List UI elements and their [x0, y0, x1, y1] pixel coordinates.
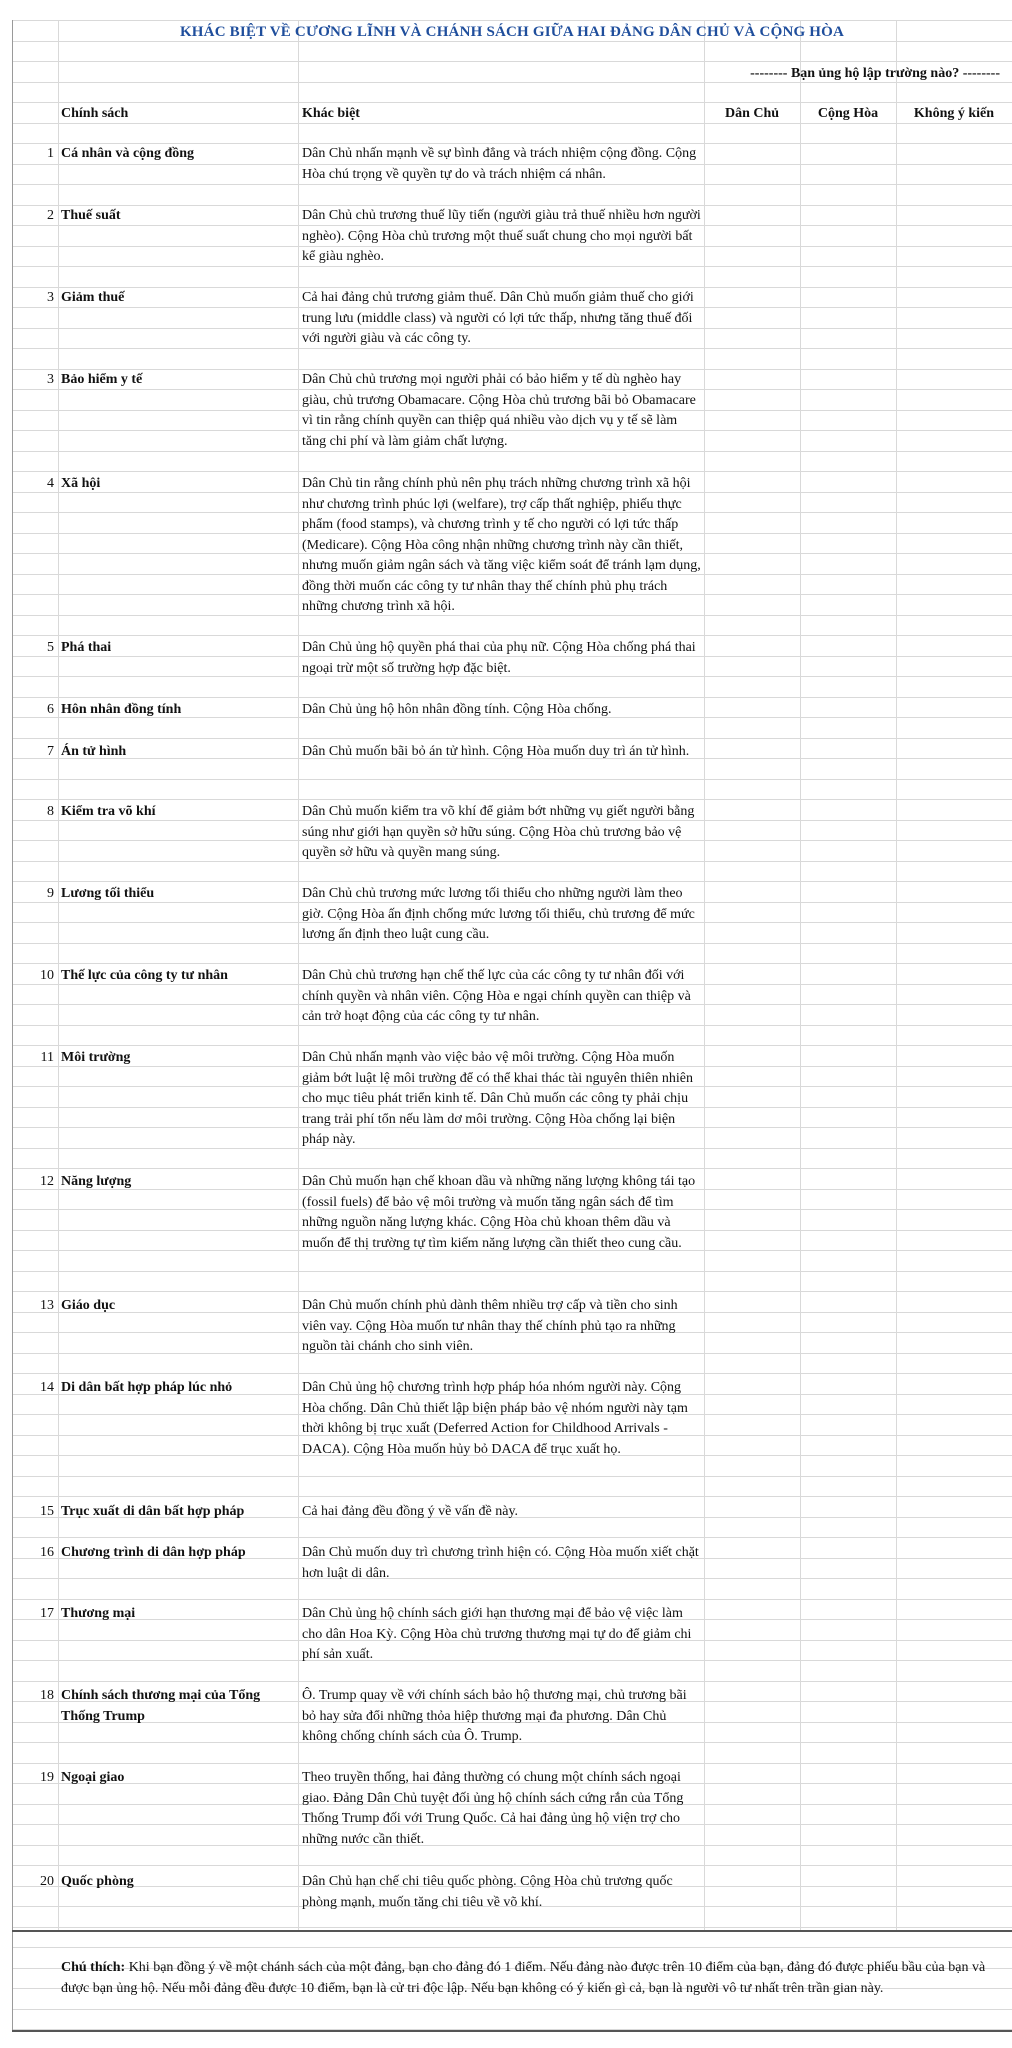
policy-difference: Dân Chủ nhấn mạnh về sự bình đẳng và trách nhiệm cộng đồng. Cộng Hòa chú trọng về quyền tự do và trách nhiệm cá nhân.: [302, 146, 697, 182]
grid-row-line: [12, 1537, 1012, 1538]
policy-difference: Dân Chủ hạn chế chi tiêu quốc phòng. Cộng Hòa chủ trương quốc phòng mạnh, muốn tăng chi tiêu về võ khí.: [302, 1874, 673, 1910]
grid-row-line: [12, 1373, 1012, 1374]
grid-row-line: [12, 1865, 1012, 1866]
row-number: 15: [40, 1504, 54, 1519]
grid-row-line: [12, 697, 1012, 698]
grid-row-line: [12, 1681, 1012, 1682]
row-number: 17: [40, 1606, 54, 1621]
row-number: 18: [40, 1688, 54, 1703]
grid-row-line: [12, 1168, 1012, 1169]
policy-difference: Dân Chủ chủ trương mức lương tối thiểu cho những người làm theo giờ. Cộng Hòa ấn định chống mức lương tối thiểu, chủ trương để mức lương ấn định theo luật cung cầu.: [302, 886, 695, 942]
row-number: 4: [47, 476, 54, 491]
row-number: 2: [47, 208, 54, 223]
grid-row-line: [12, 881, 1012, 882]
policy-name: Môi trường: [61, 1050, 131, 1065]
header-policy: Chính sách: [61, 106, 129, 121]
policy-difference: Dân Chủ muốn chính phủ dành thêm nhiều trợ cấp và tiền cho sinh viên vay. Cộng Hòa muốn tư nhân thay thế chính phủ tạo ra những nguồn tài chánh cho sinh viên.: [302, 1298, 678, 1354]
policy-name: Hôn nhân đồng tính: [61, 702, 182, 717]
policy-difference: Dân Chủ muốn bãi bỏ án tử hình. Cộng Hòa muốn duy trì án tử hình.: [302, 744, 690, 759]
grid-column-line: [896, 20, 897, 1930]
row-number: 14: [40, 1380, 54, 1395]
row-number: 13: [40, 1298, 54, 1313]
grid-row-line: [12, 102, 1012, 103]
header-difference: Khác biệt: [302, 106, 360, 121]
policy-name: Bảo hiểm y tế: [61, 372, 143, 387]
policy-name: Di dân bất hợp pháp lúc nhỏ: [61, 1380, 233, 1395]
policy-name: Trục xuất di dân bất hợp pháp: [61, 1504, 245, 1519]
policy-name: Thương mại: [61, 1606, 136, 1621]
footnote: [61, 1958, 991, 1999]
grid-row-line: [12, 635, 1012, 636]
policy-name: Lương tối thiểu: [61, 886, 155, 901]
policy-difference: Dân Chủ muốn hạn chế khoan dầu và những năng lượng không tái tạo (fossil fuels) để bảo vệ môi trường và muốn tăng ngân sách để tìm những nguồn năng lượng khác. Cộng Hòa chủ khoan thêm dầu và muốn để thị trường tự tìm kiếm năng lượng cần thiết theo cung cầu.: [302, 1174, 696, 1251]
row-number: 7: [47, 744, 54, 759]
policy-difference: Dân Chủ chủ trương mọi người phải có bảo hiểm y tế dù nghèo hay giàu, chủ trương Obamacare. Cộng Hòa chủ trương bãi bỏ Obamacare vì tin rằng chính quyền can thiệp quá nhiều vào dịch vụ y tế sẽ làm tăng chi phí và làm giảm chất lượng.: [302, 372, 696, 449]
grid-column-line: [58, 20, 59, 1930]
row-number: 3: [47, 290, 54, 305]
grid-row-line: [12, 2009, 1012, 2010]
grid-row-line: [12, 738, 1012, 739]
grid-row-line: [12, 1045, 1012, 1046]
grid-row-line: [12, 1599, 1012, 1600]
row-number: 20: [40, 1874, 54, 1889]
policy-name: Thế lực của công ty tư nhân: [61, 968, 228, 983]
grid-row-line: [12, 61, 1012, 62]
policy-name: Giáo dục: [61, 1298, 116, 1313]
policy-difference: Ô. Trump quay về với chính sách bảo hộ thương mại, chủ trương bãi bỏ hay sửa đổi những thỏa hiệp thương mại đa phương. Dân Chủ không chống chính sách của Ô. Trump.: [302, 1688, 687, 1744]
grid-column-line: [298, 20, 299, 1930]
policy-difference: Theo truyền thống, hai đảng thường có chung một chính sách ngoại giao. Đảng Dân Chủ tuyệt đối ủng hộ chính sách cứng rắn của Tổng Thống Trump đối với Trung Quốc. Cả hai đảng ủng hộ viện trợ cho những nước cần thiết.: [302, 1770, 684, 1847]
policy-name: Cá nhân và cộng đồng: [61, 146, 195, 161]
grid-row-line: [12, 963, 1012, 964]
policy-difference: Cả hai đảng chủ trương giảm thuế. Dân Chủ muốn giảm thuế cho giới trung lưu (middle class) và người có lợi tức thấp, nhưng tăng thuế đối với người giàu và các công ty.: [302, 290, 694, 346]
row-number: 12: [40, 1174, 54, 1189]
grid-row-line: [12, 779, 1012, 780]
policy-name: Phá thai: [61, 640, 112, 655]
grid-row-line: [12, 799, 1012, 800]
grid-column-line: [800, 20, 801, 1930]
grid-row-line: [12, 1271, 1012, 1272]
grid-row-line: [12, 1763, 1012, 1764]
section-divider: [12, 2030, 1012, 2032]
row-number: 5: [47, 640, 54, 655]
survey-question: -------- Bạn ủng hộ lập trường nào? --------: [750, 66, 1000, 81]
policy-name: Năng lượng: [61, 1174, 132, 1189]
policy-difference: Dân Chủ ủng hộ chương trình hợp pháp hóa nhóm người này. Cộng Hòa chống. Dân Chủ thiết lập biện pháp bảo vệ nhóm người này tạm thời không bị trục xuất (Deferred Action for Childhood Arrivals - DACA). Cộng Hòa muốn hủy bỏ DACA để trục xuất họ.: [302, 1380, 688, 1457]
grid-row-line: [12, 1291, 1012, 1292]
header-republican: Cộng Hòa: [817, 106, 879, 121]
policy-difference: Dân Chủ muốn kiểm tra võ khí để giảm bớt những vụ giết người bằng súng như giới hạn quyền sở hữu súng. Cộng Hòa chủ trương bảo vệ quyền sở hữu và quyền mang súng.: [302, 804, 695, 860]
row-number: 8: [47, 804, 54, 819]
row-number: 3: [47, 372, 54, 387]
row-number: 9: [47, 886, 54, 901]
policy-name: Thuế suất: [61, 208, 121, 223]
policy-difference: Dân Chủ chủ trương hạn chế thế lực của các công ty tư nhân đối với chính quyền và nhân viên. Cộng Hòa e ngại chính quyền can thiệp và cản trở hoạt động của các công ty tư nhân.: [302, 968, 691, 1024]
policy-difference: Dân Chủ ủng hộ hôn nhân đồng tính. Cộng Hòa chống.: [302, 702, 612, 717]
header-no-opinion: Không ý kiến: [913, 106, 995, 121]
grid-row-line: [12, 1496, 1012, 1497]
policy-difference: Dân Chủ ủng hộ quyền phá thai của phụ nữ. Cộng Hòa chống phá thai ngoại trừ một số trường hợp đặc biệt.: [302, 640, 696, 676]
sheet-title: KHÁC BIỆT VỀ CƯƠNG LĨNH VÀ CHÁNH SÁCH GIỮA HAI ĐẢNG DÂN CHỦ VÀ CỘNG HÒA: [179, 24, 845, 40]
footnote-text: Khi bạn đồng ý về một chánh sách của một đảng, bạn cho đảng đó 1 điểm. Nếu đảng nào được trên 10 điểm của bạn, đảng đó được phiếu bầu của bạn và được bạn ủng hộ. Nếu mỗi đảng đều được 10 điểm, bạn là cử tri độc lập. Nếu bạn không có ý kiến gì cả, bạn là người vô tư nhất trên trần gian này.: [61, 1960, 986, 1996]
policy-name: Giảm thuế: [61, 290, 125, 305]
row-number: 19: [40, 1770, 54, 1785]
grid-row-line: [12, 20, 1012, 21]
policy-difference: Cả hai đảng đều đồng ý về vấn đề này.: [302, 1504, 519, 1519]
policy-name: Án tử hình: [61, 744, 127, 759]
policy-name: Chương trình di dân hợp pháp: [61, 1545, 246, 1560]
grid-row-line: [12, 1947, 1012, 1948]
footnote-label: Chú thích:: [61, 1960, 126, 1975]
policy-difference: Dân Chủ muốn duy trì chương trình hiện có. Cộng Hòa muốn xiết chặt hơn luật di dân.: [302, 1545, 699, 1581]
grid-row-line: [12, 1476, 1012, 1477]
row-number: 11: [40, 1050, 54, 1065]
grid-column-line: [704, 20, 705, 1930]
grid-row-line: [12, 471, 1012, 472]
policy-name: Ngoại giao: [61, 1770, 125, 1785]
grid-row-line: [12, 1927, 1012, 1928]
row-number: 1: [47, 146, 54, 161]
policy-difference: Dân Chủ chủ trương thuế lũy tiến (người giàu trả thuế nhiều hơn người nghèo). Cộng Hòa chủ trương một thuế suất chung cho mọi người bất kể giàu nghèo.: [302, 208, 701, 264]
policy-difference: Dân Chủ ủng hộ chính sách giới hạn thương mại để bảo vệ việc làm cho dân Hoa Kỳ. Cộng Hòa chủ trương thương mại tự do để giảm chi phí sản xuất.: [302, 1606, 692, 1662]
row-number: 10: [40, 968, 54, 983]
policy-difference: Dân Chủ tin rằng chính phủ nên phụ trách những chương trình xã hội như chương trình phúc lợi (welfare), trợ cấp thất nghiệp, phiếu thực phẩm (food stamps), và chương trình y tế cho người có lợi tức thấp (Medicare). Cộng Hòa công nhận những chương trình này cần thiết, nhưng muốn giảm ngân sách và tăng việc kiểm soát để tránh lạm dụng, đồng thời muốn các công ty tư nhân thay thế chính phủ phụ trách những chương trình xã hội.: [302, 476, 701, 614]
section-divider: [12, 1930, 1012, 1932]
policy-name: Chính sách thương mại của Tổng Thống Trump: [61, 1688, 261, 1724]
sheet-left-border: [12, 20, 13, 2030]
policy-name: Quốc phòng: [61, 1874, 134, 1889]
row-number: 6: [47, 702, 54, 717]
policy-name: Kiểm tra võ khí: [61, 804, 156, 819]
policy-difference: Dân Chủ nhấn mạnh vào việc bảo vệ môi trường. Cộng Hòa muốn giảm bớt luật lệ môi trường để có thể khai thác tài nguyên thiên nhiên cho mục tiêu phát triển kinh tế. Dân Chủ muốn các công ty phải chịu trang trải phí tổn nếu làm dơ môi trường. Cộng Hòa chống lại biện pháp này.: [302, 1050, 693, 1147]
header-democrat: Dân Chủ: [724, 106, 780, 121]
row-number: 16: [40, 1545, 54, 1560]
policy-name: Xã hội: [61, 476, 101, 491]
